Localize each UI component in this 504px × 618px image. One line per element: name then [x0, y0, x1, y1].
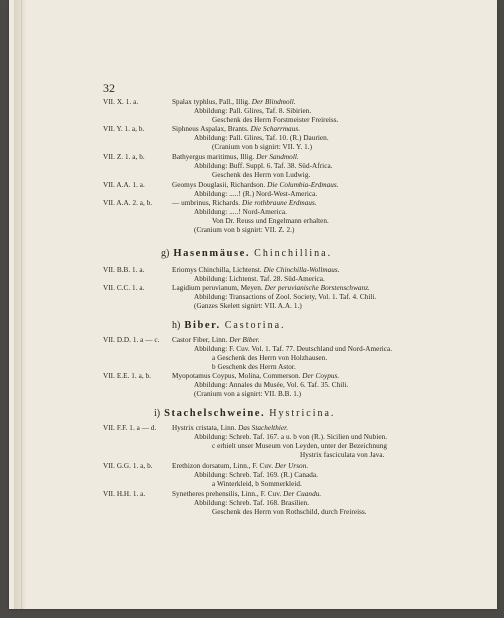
entry-text: Myopotamus Coypus, Molina, Commerson. Der Coypus.	[172, 372, 340, 380]
entry-text: — umbrinus, Richards. Die rothbraune Erdmaus.	[172, 199, 317, 207]
entry-detail: Geschenk des Herrn von Ludwig.	[212, 171, 311, 179]
entry-detail: Abbildung: Schreb. Taf. 168. Brasilien.	[194, 499, 310, 507]
entry-detail: Abbildung: Pall. Glires, Taf. 10. (R.) Daurien.	[194, 134, 329, 142]
entry-detail: Abbildung: .....! (R.) Nord-West-America.	[194, 190, 318, 198]
entry-detail: (Cranium von a signirt: VII. B.B. 1.)	[194, 390, 302, 398]
entry-detail: Abbildung: Pall. Glires, Taf. 8. Sibirien.	[194, 107, 312, 115]
entry-id: VII. C.C. 1. a.	[103, 284, 145, 292]
section-heading: g) Hasenmäuse. Chinchillina.	[161, 248, 333, 259]
entry-detail: Abbildung: Schreb. Taf. 169. (R.) Canada.	[194, 471, 318, 479]
entry-text: Siphneus Aspalax, Brants. Die Scharrmaus.	[172, 125, 301, 133]
entry-text: Geomys Douglasii, Richardson. Die Columbia-Erdmaus.	[172, 181, 339, 189]
page-number: 32	[103, 81, 115, 95]
entry-text: Spalax typhlus, Pall., Illig. Der Blindmoll.	[172, 98, 296, 106]
entry-detail: Abbildung: Schreb. Taf. 167. a u. b von (R.). Sicilien und Nubien.	[194, 433, 388, 441]
entry-detail: Abbildung: Lichtenst. Taf. 28. Süd-America.	[194, 275, 325, 283]
entry-id: VII. A.A. 1. a.	[103, 181, 145, 189]
entry-detail: Geschenk des Herrn von Rothschild, durch Freireiss.	[212, 508, 367, 516]
entry-detail: c erhielt unser Museum von Leyden, unter der Bezeichnung	[212, 442, 388, 450]
entry-detail: Hystrix fasciculata von Java.	[300, 451, 385, 459]
entry-id: VII. Z. 1. a, b.	[103, 153, 145, 161]
entry-id: VII. E.E. 1. a, b.	[103, 372, 152, 380]
entry-detail: Abbildung: Buff. Suppl. 6. Taf. 38. Süd-Africa.	[194, 162, 333, 170]
entry-id: VII. F.F. 1. a — d.	[103, 424, 157, 432]
entry-text: Lagidium peruvianum, Meyen. Der peruvianische Borstenschwanz.	[172, 284, 370, 292]
page-gutter	[14, 0, 26, 609]
entry-id: VII. X. 1. a.	[103, 98, 139, 106]
entry-id: VII. Y. 1. a, b.	[103, 125, 145, 133]
entry-detail: Abbildung: Annales du Musée, Vol. 6. Taf. 35. Chili.	[194, 381, 349, 389]
entry-id: VII. A.A. 2. a, b.	[103, 199, 153, 207]
entry-detail: (Cranium von b signirt: VII. Z. 2.)	[194, 226, 295, 234]
entry-text: Eriomys Chinchilla, Lichtenst. Die Chinchilla-Wollmaus.	[172, 266, 340, 274]
entry-detail: Abbildung: Transactions of Zool. Society, Vol. 1. Taf. 4. Chili.	[194, 293, 377, 301]
gutter-fold-line	[21, 0, 22, 609]
entry-id: VII. D.D. 1. a — c.	[103, 336, 160, 344]
entry-detail: a Geschenk des Herrn von Holzhausen.	[212, 354, 328, 362]
entry-text: Erethizon dorsatum, Linn., F. Cuv. Der Urson.	[172, 462, 309, 470]
entry-text: Bathyergus maritimus, Illig. Der Sandmoll.	[172, 153, 299, 161]
entry-detail: (Ganzes Skelett signirt: VII. A.A. 1.)	[194, 302, 302, 310]
entry-text: Synetheres prehensilis, Linn., F. Cuv. Der Cuandu.	[172, 490, 322, 498]
entry-text: Castor Fiber, Linn. Der Biber.	[172, 336, 260, 344]
entry-detail: b Geschenk des Herrn Astor.	[212, 363, 296, 371]
entry-id: VII. B.B. 1. a.	[103, 266, 145, 274]
entry-detail: Geschenk des Herrn Forstmeister Freireiss.	[212, 116, 339, 124]
entry-id: VII. G.G. 1. a, b.	[103, 462, 153, 470]
entry-detail: Abbildung: .....! Nord-America.	[194, 208, 287, 216]
entry-detail: Von Dr. Reuss und Engelmann erhalten.	[212, 217, 329, 225]
section-heading: i) Stachelschweine. Hystricina.	[154, 408, 336, 419]
entry-detail: Abbildung: F. Cuv. Vol. 1. Taf. 77. Deutschland und Nord-America.	[194, 345, 393, 353]
entry-text: Hystrix cristata, Linn. Das Stachelthier.	[172, 424, 289, 432]
entry-id: VII. H.H. 1. a.	[103, 490, 146, 498]
entry-detail: (Cranium von b signirt: VII. Y. 1.)	[212, 143, 313, 151]
entry-detail: a Winterkleid, b Sommerkleid.	[212, 480, 302, 488]
section-heading: h) Biber. Castorina.	[172, 320, 286, 331]
